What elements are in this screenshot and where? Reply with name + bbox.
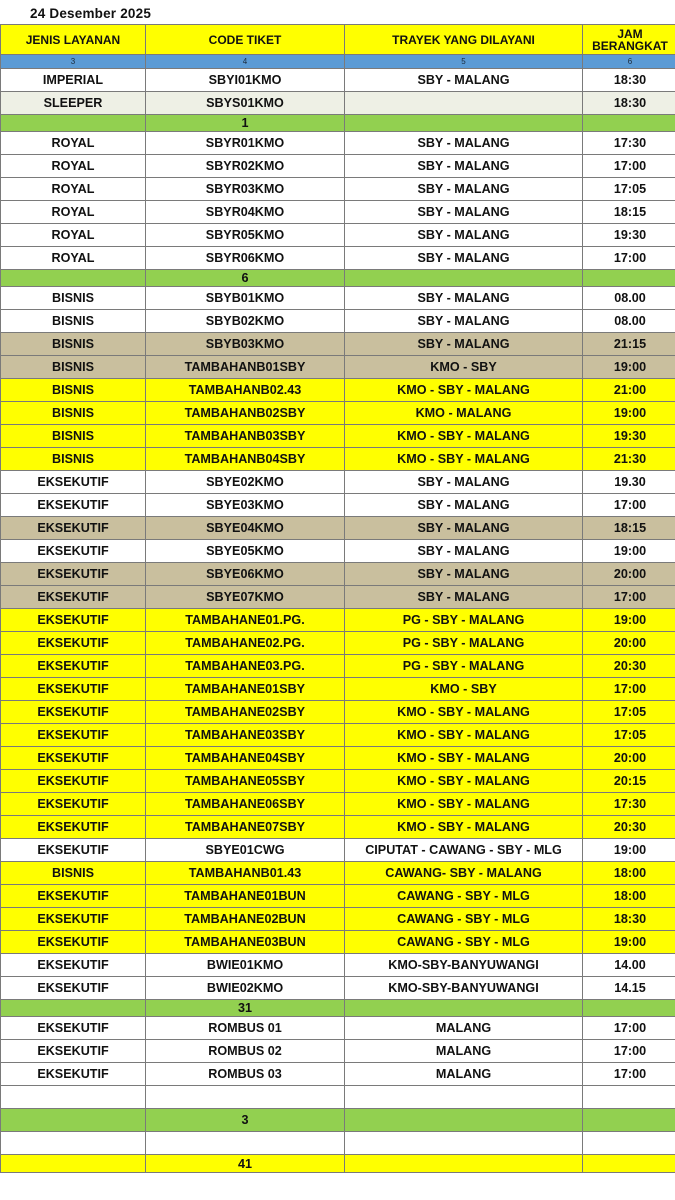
subtotal-row — [1, 115, 675, 132]
cell-jenis-layanan: BISNIS — [1, 402, 146, 425]
cell-jenis-layanan: EKSEKUTIF — [1, 977, 146, 1000]
blank-cell — [1, 1086, 146, 1109]
cell-code-tiket: SBYS01KMO — [146, 92, 345, 115]
table-row — [1, 609, 675, 632]
cell-code-tiket: SBYE02KMO — [146, 471, 345, 494]
subtotal-empty-cell — [1, 1000, 146, 1017]
cell-code-tiket: SBYR01KMO — [146, 132, 345, 155]
cell-trayek: PG - SBY - MALANG — [345, 609, 583, 632]
column-index-row — [1, 55, 675, 69]
cell-jam-berangkat: 18:30 — [583, 69, 675, 92]
cell-trayek: CAWANG - SBY - MLG — [345, 931, 583, 954]
subtotal-empty-cell — [345, 115, 583, 132]
cell-jenis-layanan: IMPERIAL — [1, 69, 146, 92]
cell-code-tiket: TAMBAHANB02.43 — [146, 379, 345, 402]
cell-jam-berangkat: 17:05 — [583, 724, 675, 747]
cell-code-tiket: SBYE07KMO — [146, 586, 345, 609]
cell-jam-berangkat: 17:30 — [583, 132, 675, 155]
header-jenis-layanan: JENIS LAYANAN — [1, 25, 146, 55]
cell-jam-berangkat: 17:00 — [583, 1017, 675, 1040]
cell-code-tiket: SBYR04KMO — [146, 201, 345, 224]
cell-jam-berangkat: 19.30 — [583, 471, 675, 494]
blank-cell — [583, 1132, 675, 1155]
blank-cell — [1, 1132, 146, 1155]
subtotal-empty-cell — [345, 1000, 583, 1017]
cell-jenis-layanan: EKSEKUTIF — [1, 540, 146, 563]
cell-jam-berangkat: 17:00 — [583, 1040, 675, 1063]
cell-trayek: KMO - SBY - MALANG — [345, 793, 583, 816]
cell-jam-berangkat: 18:15 — [583, 517, 675, 540]
table-row — [1, 425, 675, 448]
table-row — [1, 356, 675, 379]
cell-jenis-layanan: EKSEKUTIF — [1, 839, 146, 862]
subtotal-empty-cell — [1, 270, 146, 287]
cell-jenis-layanan: ROYAL — [1, 201, 146, 224]
cell-trayek: SBY - MALANG — [345, 287, 583, 310]
blank-cell — [583, 1086, 675, 1109]
table-row — [1, 1040, 675, 1063]
cell-jenis-layanan: BISNIS — [1, 310, 146, 333]
cell-code-tiket: SBYB03KMO — [146, 333, 345, 356]
subtotal-empty-cell — [583, 1000, 675, 1017]
table-row — [1, 132, 675, 155]
cell-code-tiket: TAMBAHANB03SBY — [146, 425, 345, 448]
cell-jenis-layanan: EKSEKUTIF — [1, 655, 146, 678]
table-row — [1, 494, 675, 517]
cell-trayek: SBY - MALANG — [345, 155, 583, 178]
cell-code-tiket: SBYE01CWG — [146, 839, 345, 862]
cell-jam-berangkat: 19:00 — [583, 931, 675, 954]
cell-jenis-layanan: ROYAL — [1, 224, 146, 247]
cell-trayek: SBY - MALANG — [345, 563, 583, 586]
table-row — [1, 155, 675, 178]
table-row — [1, 839, 675, 862]
table-row — [1, 678, 675, 701]
cell-jam-berangkat: 21:15 — [583, 333, 675, 356]
cell-trayek: KMO-SBY-BANYUWANGI — [345, 977, 583, 1000]
cell-jenis-layanan: SLEEPER — [1, 92, 146, 115]
table-row — [1, 471, 675, 494]
cell-jam-berangkat: 19:00 — [583, 839, 675, 862]
cell-trayek: SBY - MALANG — [345, 201, 583, 224]
schedule-table-body — [1, 25, 675, 1173]
table-row — [1, 563, 675, 586]
table-row — [1, 770, 675, 793]
cell-jenis-layanan: EKSEKUTIF — [1, 747, 146, 770]
cell-jenis-layanan: ROYAL — [1, 155, 146, 178]
cell-code-tiket: TAMBAHANE01SBY — [146, 678, 345, 701]
cell-trayek: KMO - MALANG — [345, 402, 583, 425]
table-row — [1, 724, 675, 747]
cell-trayek: KMO - SBY - MALANG — [345, 701, 583, 724]
cell-trayek: CAWANG - SBY - MLG — [345, 908, 583, 931]
header-trayek: TRAYEK YANG DILAYANI — [345, 25, 583, 55]
cell-trayek: CAWANG- SBY - MALANG — [345, 862, 583, 885]
subtotal-empty-cell — [1, 1109, 146, 1132]
cell-code-tiket: SBYB02KMO — [146, 310, 345, 333]
table-row — [1, 931, 675, 954]
cell-trayek: KMO - SBY — [345, 356, 583, 379]
cell-code-tiket: TAMBAHANB02SBY — [146, 402, 345, 425]
cell-trayek: KMO - SBY — [345, 678, 583, 701]
cell-trayek: SBY - MALANG — [345, 178, 583, 201]
column-index-cell: 6 — [583, 55, 675, 69]
schedule-table — [0, 24, 675, 1173]
cell-jenis-layanan: EKSEKUTIF — [1, 678, 146, 701]
cell-trayek: KMO - SBY - MALANG — [345, 747, 583, 770]
cell-jenis-layanan: EKSEKUTIF — [1, 908, 146, 931]
cell-trayek: PG - SBY - MALANG — [345, 632, 583, 655]
cell-trayek: PG - SBY - MALANG — [345, 655, 583, 678]
cell-code-tiket: TAMBAHANE03.PG. — [146, 655, 345, 678]
cell-code-tiket: SBYB01KMO — [146, 287, 345, 310]
cell-jenis-layanan: EKSEKUTIF — [1, 1017, 146, 1040]
cell-code-tiket: TAMBAHANE06SBY — [146, 793, 345, 816]
table-row — [1, 287, 675, 310]
cell-code-tiket: TAMBAHANB04SBY — [146, 448, 345, 471]
cell-jenis-layanan: BISNIS — [1, 356, 146, 379]
cell-jenis-layanan: BISNIS — [1, 425, 146, 448]
subtotal-count: 6 — [146, 270, 345, 287]
cell-trayek: MALANG — [345, 1040, 583, 1063]
cell-code-tiket: ROMBUS 02 — [146, 1040, 345, 1063]
total-empty-cell — [1, 1155, 146, 1173]
table-row — [1, 178, 675, 201]
cell-code-tiket: SBYE06KMO — [146, 563, 345, 586]
cell-jenis-layanan: EKSEKUTIF — [1, 724, 146, 747]
cell-jam-berangkat: 20:00 — [583, 563, 675, 586]
subtotal-empty-cell — [345, 1109, 583, 1132]
table-row — [1, 954, 675, 977]
cell-jenis-layanan: BISNIS — [1, 333, 146, 356]
cell-jenis-layanan: EKSEKUTIF — [1, 931, 146, 954]
cell-jam-berangkat: 21:30 — [583, 448, 675, 471]
cell-jenis-layanan: BISNIS — [1, 287, 146, 310]
cell-jam-berangkat: 20:00 — [583, 747, 675, 770]
table-row — [1, 201, 675, 224]
cell-code-tiket: ROMBUS 01 — [146, 1017, 345, 1040]
cell-code-tiket: ROMBUS 03 — [146, 1063, 345, 1086]
cell-code-tiket: TAMBAHANE01BUN — [146, 885, 345, 908]
subtotal-count: 31 — [146, 1000, 345, 1017]
header-jam-line2: BERANGKAT — [592, 38, 668, 53]
blank-cell — [146, 1132, 345, 1155]
cell-jam-berangkat: 17:00 — [583, 586, 675, 609]
cell-trayek: SBY - MALANG — [345, 517, 583, 540]
table-row — [1, 816, 675, 839]
cell-jam-berangkat: 18:30 — [583, 92, 675, 115]
subtotal-count: 3 — [146, 1109, 345, 1132]
subtotal-row — [1, 270, 675, 287]
cell-code-tiket: TAMBAHANB01SBY — [146, 356, 345, 379]
cell-code-tiket: TAMBAHANE03SBY — [146, 724, 345, 747]
cell-trayek: CAWANG - SBY - MLG — [345, 885, 583, 908]
cell-code-tiket: TAMBAHANE02BUN — [146, 908, 345, 931]
cell-jenis-layanan: EKSEKUTIF — [1, 632, 146, 655]
subtotal-empty-cell — [583, 270, 675, 287]
cell-trayek: KMO - SBY - MALANG — [345, 724, 583, 747]
table-row — [1, 310, 675, 333]
table-row — [1, 862, 675, 885]
table-row — [1, 540, 675, 563]
cell-trayek: KMO - SBY - MALANG — [345, 448, 583, 471]
subtotal-row — [1, 1109, 675, 1132]
cell-jenis-layanan: EKSEKUTIF — [1, 793, 146, 816]
cell-trayek: SBY - MALANG — [345, 333, 583, 356]
table-row — [1, 247, 675, 270]
cell-code-tiket: BWIE01KMO — [146, 954, 345, 977]
cell-jenis-layanan: EKSEKUTIF — [1, 701, 146, 724]
cell-code-tiket: SBYR02KMO — [146, 155, 345, 178]
cell-jam-berangkat: 19:00 — [583, 402, 675, 425]
cell-trayek: CIPUTAT - CAWANG - SBY - MLG — [345, 839, 583, 862]
cell-trayek: SBY - MALANG — [345, 586, 583, 609]
cell-jam-berangkat: 19:30 — [583, 224, 675, 247]
cell-jam-berangkat: 17:00 — [583, 1063, 675, 1086]
cell-jam-berangkat: 08.00 — [583, 287, 675, 310]
cell-jenis-layanan: BISNIS — [1, 448, 146, 471]
cell-trayek: SBY - MALANG — [345, 471, 583, 494]
cell-trayek: SBY - MALANG — [345, 69, 583, 92]
column-index-cell: 3 — [1, 55, 146, 69]
header-jam-berangkat — [583, 25, 675, 55]
table-row — [1, 1063, 675, 1086]
cell-code-tiket: TAMBAHANE01.PG. — [146, 609, 345, 632]
cell-jenis-layanan: EKSEKUTIF — [1, 1040, 146, 1063]
cell-jenis-layanan: ROYAL — [1, 132, 146, 155]
cell-jam-berangkat: 14.15 — [583, 977, 675, 1000]
table-row — [1, 224, 675, 247]
table-row — [1, 517, 675, 540]
cell-jam-berangkat: 17:00 — [583, 247, 675, 270]
cell-code-tiket: TAMBAHANE05SBY — [146, 770, 345, 793]
table-row — [1, 793, 675, 816]
table-row — [1, 747, 675, 770]
table-row — [1, 586, 675, 609]
cell-jenis-layanan: EKSEKUTIF — [1, 517, 146, 540]
table-row — [1, 977, 675, 1000]
blank-row — [1, 1132, 675, 1155]
cell-code-tiket: TAMBAHANB01.43 — [146, 862, 345, 885]
cell-jam-berangkat: 17:00 — [583, 678, 675, 701]
table-row — [1, 379, 675, 402]
blank-cell — [345, 1132, 583, 1155]
cell-code-tiket: BWIE02KMO — [146, 977, 345, 1000]
cell-trayek: SBY - MALANG — [345, 494, 583, 517]
total-empty-cell — [583, 1155, 675, 1173]
cell-jam-berangkat: 19:30 — [583, 425, 675, 448]
cell-trayek: SBY - MALANG — [345, 224, 583, 247]
table-row — [1, 908, 675, 931]
cell-jenis-layanan: EKSEKUTIF — [1, 1063, 146, 1086]
column-index-cell: 4 — [146, 55, 345, 69]
grand-total-count: 41 — [146, 1155, 345, 1173]
cell-code-tiket: SBYR03KMO — [146, 178, 345, 201]
table-row — [1, 655, 675, 678]
blank-row — [1, 1086, 675, 1109]
cell-trayek: KMO - SBY - MALANG — [345, 770, 583, 793]
table-row — [1, 69, 675, 92]
table-row — [1, 92, 675, 115]
total-empty-cell — [345, 1155, 583, 1173]
table-row — [1, 885, 675, 908]
cell-code-tiket: TAMBAHANE03BUN — [146, 931, 345, 954]
cell-jenis-layanan: ROYAL — [1, 178, 146, 201]
cell-jam-berangkat: 19:00 — [583, 540, 675, 563]
cell-trayek: KMO - SBY - MALANG — [345, 816, 583, 839]
cell-code-tiket: TAMBAHANE02.PG. — [146, 632, 345, 655]
cell-jam-berangkat: 18:00 — [583, 885, 675, 908]
cell-jam-berangkat: 17:00 — [583, 155, 675, 178]
header-jam-line1: JAM — [617, 26, 643, 41]
cell-jam-berangkat: 19:00 — [583, 609, 675, 632]
cell-jenis-layanan: EKSEKUTIF — [1, 471, 146, 494]
cell-code-tiket: SBYI01KMO — [146, 69, 345, 92]
cell-code-tiket: SBYR05KMO — [146, 224, 345, 247]
cell-jam-berangkat: 18:00 — [583, 862, 675, 885]
blank-cell — [146, 1086, 345, 1109]
cell-code-tiket: SBYE03KMO — [146, 494, 345, 517]
cell-trayek: SBY - MALANG — [345, 310, 583, 333]
cell-trayek: SBY - MALANG — [345, 132, 583, 155]
cell-jam-berangkat: 20:30 — [583, 816, 675, 839]
cell-code-tiket: SBYE04KMO — [146, 517, 345, 540]
cell-trayek: SBY - MALANG — [345, 540, 583, 563]
cell-trayek: KMO - SBY - MALANG — [345, 379, 583, 402]
header-row — [1, 25, 675, 55]
cell-code-tiket: TAMBAHANE07SBY — [146, 816, 345, 839]
cell-jenis-layanan: BISNIS — [1, 379, 146, 402]
column-index-cell: 5 — [345, 55, 583, 69]
blank-cell — [345, 1086, 583, 1109]
table-row — [1, 402, 675, 425]
grand-total-row — [1, 1155, 675, 1173]
cell-jenis-layanan: EKSEKUTIF — [1, 954, 146, 977]
subtotal-empty-cell — [583, 115, 675, 132]
cell-jenis-layanan: EKSEKUTIF — [1, 816, 146, 839]
cell-jam-berangkat: 08.00 — [583, 310, 675, 333]
subtotal-empty-cell — [1, 115, 146, 132]
cell-jenis-layanan: EKSEKUTIF — [1, 770, 146, 793]
cell-trayek: KMO - SBY - MALANG — [345, 425, 583, 448]
cell-jenis-layanan: EKSEKUTIF — [1, 494, 146, 517]
cell-trayek: MALANG — [345, 1063, 583, 1086]
cell-jam-berangkat: 18:15 — [583, 201, 675, 224]
cell-code-tiket: TAMBAHANE04SBY — [146, 747, 345, 770]
cell-trayek: KMO-SBY-BANYUWANGI — [345, 954, 583, 977]
cell-jam-berangkat: 20:15 — [583, 770, 675, 793]
header-code-tiket: CODE TIKET — [146, 25, 345, 55]
cell-jenis-layanan: EKSEKUTIF — [1, 586, 146, 609]
table-row — [1, 333, 675, 356]
cell-jenis-layanan: BISNIS — [1, 862, 146, 885]
table-row — [1, 448, 675, 471]
report-date: 24 Desember 2025 — [30, 6, 152, 21]
cell-code-tiket: SBYE05KMO — [146, 540, 345, 563]
cell-jenis-layanan: EKSEKUTIF — [1, 563, 146, 586]
cell-trayek: MALANG — [345, 1017, 583, 1040]
table-row — [1, 1017, 675, 1040]
cell-trayek: SBY - MALANG — [345, 247, 583, 270]
cell-jam-berangkat: 17:00 — [583, 494, 675, 517]
cell-jam-berangkat: 19:00 — [583, 356, 675, 379]
subtotal-empty-cell — [583, 1109, 675, 1132]
cell-jenis-layanan: EKSEKUTIF — [1, 885, 146, 908]
cell-jenis-layanan: EKSEKUTIF — [1, 609, 146, 632]
cell-jam-berangkat: 21:00 — [583, 379, 675, 402]
table-row — [1, 632, 675, 655]
cell-jam-berangkat: 17:05 — [583, 701, 675, 724]
cell-jam-berangkat: 14.00 — [583, 954, 675, 977]
cell-jam-berangkat: 20:30 — [583, 655, 675, 678]
cell-code-tiket: TAMBAHANE02SBY — [146, 701, 345, 724]
cell-code-tiket: SBYR06KMO — [146, 247, 345, 270]
subtotal-empty-cell — [345, 270, 583, 287]
subtotal-row — [1, 1000, 675, 1017]
cell-jam-berangkat: 17:30 — [583, 793, 675, 816]
table-row — [1, 701, 675, 724]
cell-jenis-layanan: ROYAL — [1, 247, 146, 270]
cell-jam-berangkat: 20:00 — [583, 632, 675, 655]
cell-trayek — [345, 92, 583, 115]
cell-jam-berangkat: 18:30 — [583, 908, 675, 931]
subtotal-count: 1 — [146, 115, 345, 132]
cell-jam-berangkat: 17:05 — [583, 178, 675, 201]
